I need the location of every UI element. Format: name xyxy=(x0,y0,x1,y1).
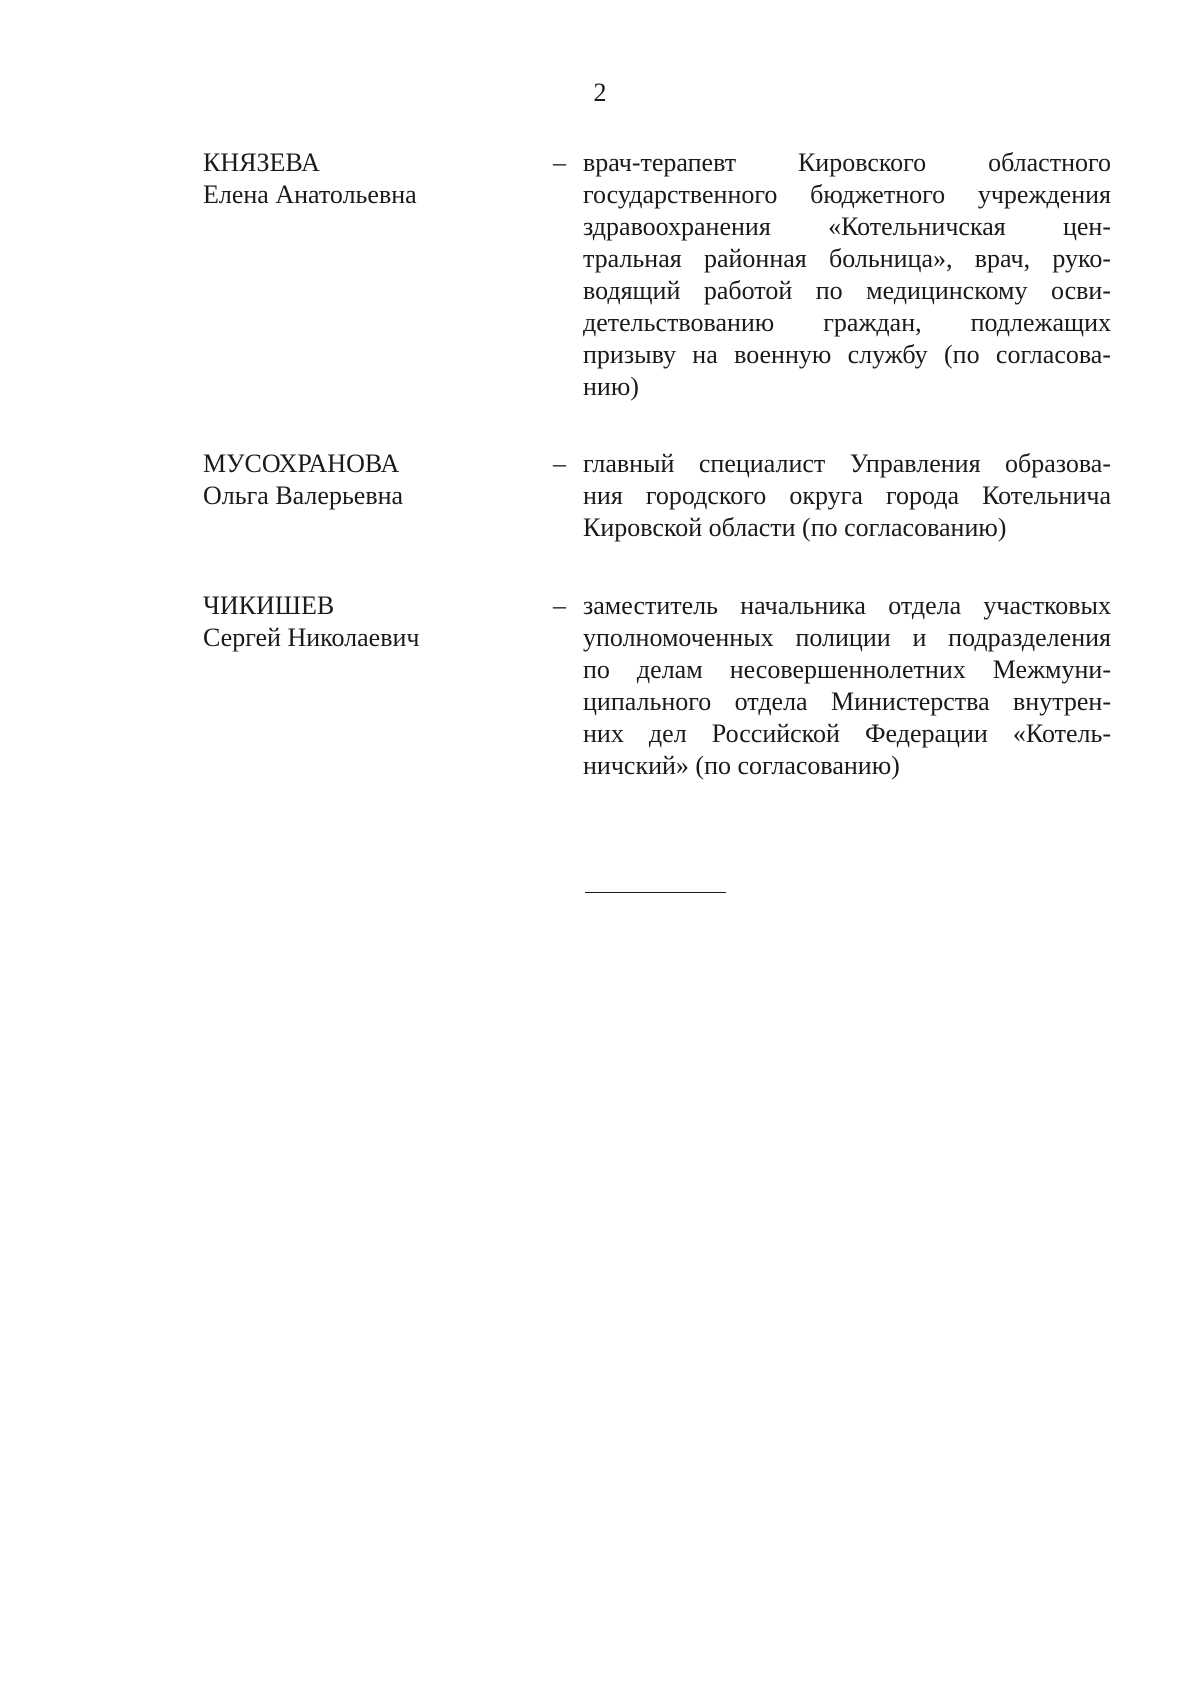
position-line: уполномоченных полиции и подразделения xyxy=(583,623,1111,652)
position-line: врач-терапевт Кировского областного xyxy=(583,148,1111,177)
person-name xyxy=(203,147,533,211)
position-line: по делам несовершеннолетних Межмуни- xyxy=(583,655,1111,684)
dash-separator: – xyxy=(553,148,566,177)
end-of-list-rule xyxy=(585,892,726,893)
position-line: государственного бюджетного учреждения xyxy=(583,180,1111,209)
position-line: заместитель начальника отдела участковых xyxy=(583,591,1111,620)
person-name xyxy=(203,448,533,512)
surname: МУСОХРАНОВА xyxy=(203,449,400,478)
dash-separator: – xyxy=(553,591,566,620)
page-number: 2 xyxy=(593,78,607,107)
position-line: детельствованию граждан, подлежащих xyxy=(583,308,1111,337)
position-line: призыву на военную службу (по согласова- xyxy=(583,340,1111,369)
person-name xyxy=(203,590,533,654)
position-line: здравоохранения «Котельничская цен- xyxy=(583,212,1111,241)
given-names: Елена Анатольевна xyxy=(203,180,417,209)
position-line: водящий работой по медицинскому осви- xyxy=(583,276,1111,305)
given-names: Ольга Валерьевна xyxy=(203,481,404,510)
position-line: нию) xyxy=(583,372,639,401)
given-names: Сергей Николаевич xyxy=(203,623,420,652)
position-line: Кировской области (по согласованию) xyxy=(583,513,1007,542)
position-line: ничский» (по согласованию) xyxy=(583,751,900,780)
position-description xyxy=(583,448,1111,544)
position-description xyxy=(583,590,1111,782)
position-line: ния городского округа города Котельнича xyxy=(583,481,1111,510)
position-line: главный специалист Управления образова- xyxy=(583,449,1111,478)
surname: КНЯЗЕВА xyxy=(203,148,320,177)
position-description xyxy=(583,147,1111,403)
position-line: них дел Российской Федерации «Котель- xyxy=(583,719,1111,748)
position-line: ципального отдела Министерства внутрен- xyxy=(583,687,1111,716)
surname: ЧИКИШЕВ xyxy=(203,591,335,620)
dash-separator: – xyxy=(553,449,566,478)
position-line: тральная районная больница», врач, руко- xyxy=(583,244,1111,273)
